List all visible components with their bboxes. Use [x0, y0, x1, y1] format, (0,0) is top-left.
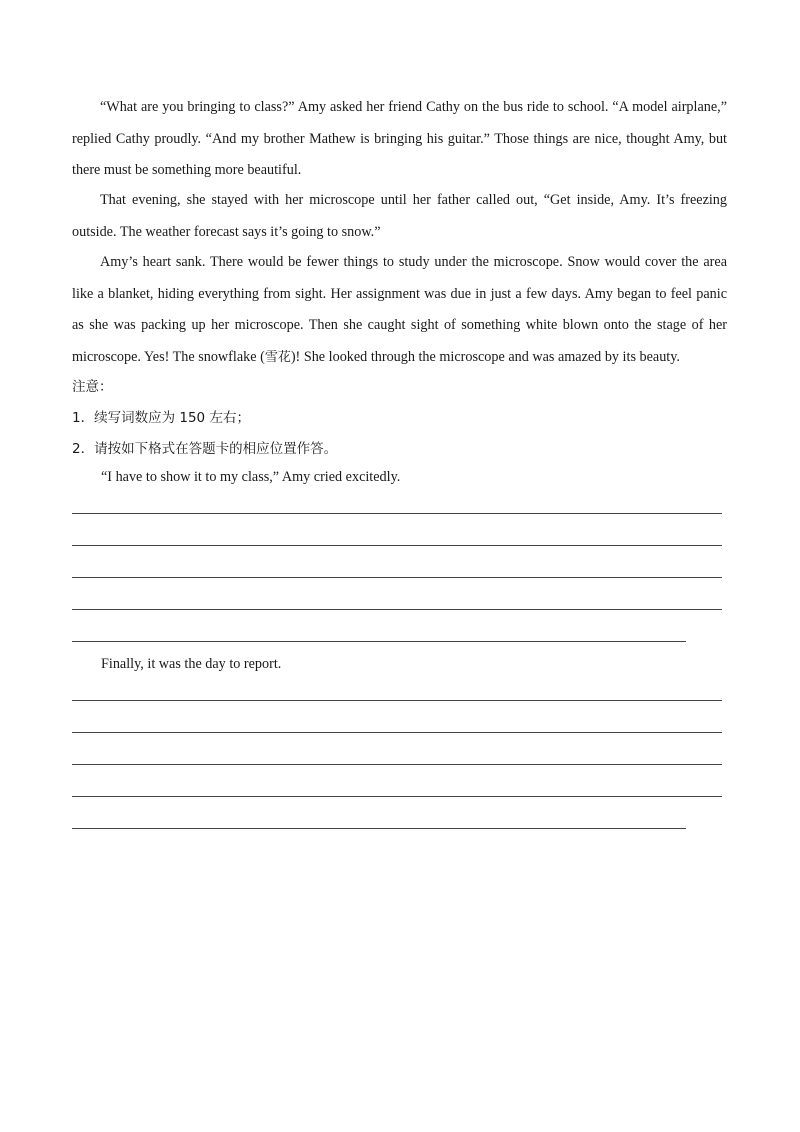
writing-line	[72, 577, 722, 578]
story-paragraph-1: “What are you bringing to class?” Amy asked her friend Cathy on the bus ride to school. “A model airplane,” replied Cathy proudly. “And my brother Mathew is bringing his guitar.” Those things are nice, thought Amy, but there must be something more beautiful.	[72, 99, 727, 178]
notes-heading: 注意：	[72, 379, 113, 395]
note-item-word-count: 1．续写词数应为 150 左右；	[72, 410, 250, 426]
story-paragraph-2: That evening, she stayed with her microscope until her father called out, “Get inside, Amy. It’s freezing outside. The weather forecast says it’s going to snow.”	[72, 192, 727, 240]
writing-line	[72, 828, 686, 829]
writing-line	[72, 764, 722, 765]
writing-line	[72, 700, 722, 701]
continuation-prompt-1: “I have to show it to my class,” Amy cried excitedly.	[101, 469, 401, 485]
snowflake-chinese-term: 雪花	[264, 349, 291, 365]
writing-line	[72, 609, 722, 610]
writing-line	[72, 513, 722, 514]
note-item-format: 2．请按如下格式在答题卡的相应位置作答。	[72, 441, 338, 457]
story-paragraph-3-part-a: Amy’s heart sank. There would be fewer things to study under the microscope. Snow would cover the area like a blanket, hiding everything from sight. Her assignment was due in just a few days. Amy began to feel panic as she was packing up her microscope. Then she caught sight of something white blown onto the stage of her microscope. Yes! The snowflake (	[72, 254, 727, 365]
continuation-prompt-2: Finally, it was the day to report.	[101, 656, 282, 672]
writing-line	[72, 545, 722, 546]
writing-line	[72, 641, 686, 642]
story-paragraph-3	[72, 247, 727, 373]
writing-line	[72, 732, 722, 733]
writing-line	[72, 796, 722, 797]
story-paragraph-3-part-b: )! She looked through the microscope and was amazed by its beauty.	[290, 348, 680, 365]
